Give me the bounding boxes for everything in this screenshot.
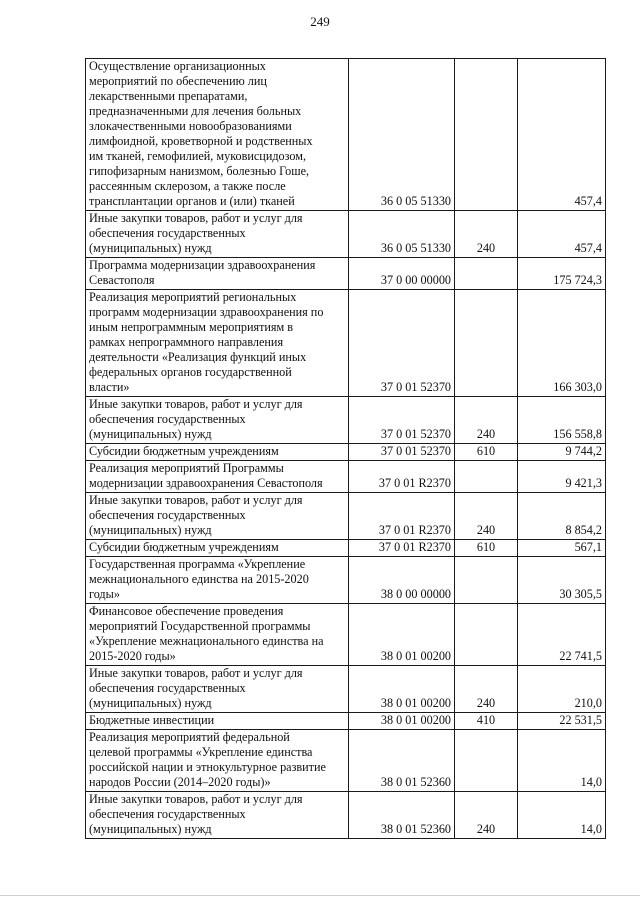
row-type: 410: [476, 713, 496, 727]
row-sum-cell: [518, 397, 606, 444]
row-code-cell: [349, 792, 455, 839]
row-type-cell: [455, 258, 518, 290]
row-code-cell: [349, 713, 455, 730]
row-sum-cell: [518, 713, 606, 730]
budget-table: [85, 58, 606, 839]
row-name-cell: [86, 730, 349, 792]
row-type-cell: [455, 557, 518, 604]
row-type: 240: [476, 523, 496, 537]
row-code: 36 0 05 51330: [380, 194, 451, 208]
table-row: [86, 397, 606, 444]
table-row: [86, 713, 606, 730]
row-code-cell: [349, 397, 455, 444]
row-type: 240: [476, 241, 496, 255]
row-name-cell: [86, 258, 349, 290]
row-code-cell: [349, 493, 455, 540]
row-name: Иные закупки товаров, работ и услуг для обеспечения государственных (муниципальных) нужд: [89, 397, 303, 441]
row-code: 37 0 01 52370: [380, 427, 451, 441]
row-sum-cell: [518, 540, 606, 557]
page-number: 249: [310, 14, 330, 29]
row-sum-cell: [518, 59, 606, 211]
row-type-cell: [455, 666, 518, 713]
row-name-cell: [86, 666, 349, 713]
row-sum-cell: [518, 493, 606, 540]
table-row: [86, 604, 606, 666]
row-name: Реализация мероприятий региональных программ модернизации здравоохранения по иным непрограммным мероприятиям в рамках непрограммного направления деятельности «Реализация функций иных федеральных органов государственной власти»: [89, 290, 324, 394]
row-sum: 567,1: [574, 540, 602, 554]
row-name-cell: [86, 211, 349, 258]
row-sum: 156 558,8: [553, 427, 602, 441]
table-row: [86, 444, 606, 461]
row-sum: 457,4: [574, 241, 602, 255]
row-sum: 9 421,3: [565, 476, 602, 490]
row-code: 38 0 01 00200: [380, 696, 451, 710]
row-type-cell: [455, 792, 518, 839]
budget-table-body: [86, 59, 606, 839]
row-code-cell: [349, 290, 455, 397]
row-type: 610: [476, 540, 496, 554]
row-name-cell: [86, 461, 349, 493]
row-code: 38 0 01 00200: [380, 713, 451, 727]
row-name: Субсидии бюджетным учреждениям: [89, 540, 279, 554]
table-row: [86, 461, 606, 493]
row-code: 38 0 01 00200: [380, 649, 451, 663]
row-name: Финансовое обеспечение проведения мероприятий Государственной программы «Укрепление межнационального единства на 2015-2020 годы»: [89, 604, 324, 663]
row-type-cell: [455, 540, 518, 557]
row-sum: 22 531,5: [559, 713, 602, 727]
row-type-cell: [455, 444, 518, 461]
row-code: 37 0 01 52370: [380, 444, 451, 458]
row-sum-cell: [518, 730, 606, 792]
row-name: Реализация мероприятий Программы модернизации здравоохранения Севастополя: [89, 461, 323, 490]
row-sum-cell: [518, 604, 606, 666]
row-code: 38 0 00 00000: [380, 587, 451, 601]
row-code: 37 0 01 R2370: [378, 540, 451, 554]
row-sum-cell: [518, 557, 606, 604]
row-name-cell: [86, 540, 349, 557]
row-type-cell: [455, 59, 518, 211]
row-name: Иные закупки товаров, работ и услуг для обеспечения государственных (муниципальных) нужд: [89, 666, 303, 710]
row-name: Осуществление организационных мероприятий по обеспечению лиц лекарственными препаратами, предназначенными для лечения больных злокачественными новообразованиями лимфоидной, кроветворной и родственных им тканей, гемофилией, муковисцидозом, гипофизарным нанизмом, болезнью Гоше, рассеянным склерозом, а также после трансплантации органов и (или) тканей: [89, 59, 313, 208]
row-code: 38 0 01 52360: [380, 822, 451, 836]
row-code-cell: [349, 540, 455, 557]
row-name: Реализация мероприятий федеральной целевой программы «Укрепление единства российской нации и этнокультурное развитие народов России (2014–2020 годы)»: [89, 730, 326, 789]
table-row: [86, 493, 606, 540]
table-row: [86, 540, 606, 557]
row-sum-cell: [518, 666, 606, 713]
row-name-cell: [86, 792, 349, 839]
row-type: 240: [476, 696, 496, 710]
table-row: [86, 258, 606, 290]
row-sum: 210,0: [574, 696, 602, 710]
row-type-cell: [455, 730, 518, 792]
row-code-cell: [349, 59, 455, 211]
row-type-cell: [455, 290, 518, 397]
row-name: Иные закупки товаров, работ и услуг для обеспечения государственных (муниципальных) нужд: [89, 792, 303, 836]
row-code-cell: [349, 461, 455, 493]
table-row: [86, 792, 606, 839]
row-code: 36 0 05 51330: [380, 241, 451, 255]
row-sum-cell: [518, 211, 606, 258]
row-code-cell: [349, 211, 455, 258]
row-code: 37 0 01 R2370: [378, 523, 451, 537]
table-row: [86, 666, 606, 713]
row-type: 240: [476, 427, 496, 441]
row-sum: 175 724,3: [553, 273, 602, 287]
row-name-cell: [86, 604, 349, 666]
row-code-cell: [349, 444, 455, 461]
row-type: 610: [476, 444, 496, 458]
table-row: [86, 211, 606, 258]
row-sum: 22 741,5: [559, 649, 602, 663]
row-name: Бюджетные инвестиции: [89, 713, 215, 727]
table-row: [86, 557, 606, 604]
row-name-cell: [86, 557, 349, 604]
row-type-cell: [455, 397, 518, 444]
row-name: Субсидии бюджетным учреждениям: [89, 444, 279, 458]
page-bottom-edge: [0, 895, 640, 896]
row-type: 240: [476, 822, 496, 836]
row-name: Иные закупки товаров, работ и услуг для обеспечения государственных (муниципальных) нужд: [89, 211, 303, 255]
row-sum-cell: [518, 461, 606, 493]
row-type-cell: [455, 461, 518, 493]
row-sum-cell: [518, 444, 606, 461]
row-name: Государственная программа «Укрепление межнационального единства на 2015-2020 годы»: [89, 557, 309, 601]
row-type-cell: [455, 713, 518, 730]
row-type-cell: [455, 493, 518, 540]
row-sum: 166 303,0: [553, 380, 602, 394]
row-name-cell: [86, 59, 349, 211]
row-sum-cell: [518, 258, 606, 290]
row-code: 37 0 01 R2370: [378, 476, 451, 490]
table-row: [86, 290, 606, 397]
row-type-cell: [455, 604, 518, 666]
table-row: [86, 730, 606, 792]
row-code-cell: [349, 604, 455, 666]
row-code: 37 0 01 52370: [380, 380, 451, 394]
row-name-cell: [86, 713, 349, 730]
row-code: 37 0 00 00000: [380, 273, 451, 287]
row-sum: 457,4: [574, 194, 602, 208]
row-name-cell: [86, 444, 349, 461]
row-name: Иные закупки товаров, работ и услуг для обеспечения государственных (муниципальных) нужд: [89, 493, 303, 537]
row-name-cell: [86, 290, 349, 397]
row-code-cell: [349, 557, 455, 604]
row-type-cell: [455, 211, 518, 258]
table-row: [86, 59, 606, 211]
row-name: Программа модернизации здравоохранения Севастополя: [89, 258, 316, 287]
row-code-cell: [349, 666, 455, 713]
row-sum: 14,0: [580, 822, 602, 836]
row-code-cell: [349, 258, 455, 290]
row-sum: 30 305,5: [559, 587, 602, 601]
row-code: 38 0 01 52360: [380, 775, 451, 789]
row-code-cell: [349, 730, 455, 792]
row-name-cell: [86, 493, 349, 540]
row-sum: 8 854,2: [565, 523, 602, 537]
row-name-cell: [86, 397, 349, 444]
row-sum: 9 744,2: [565, 444, 602, 458]
row-sum: 14,0: [580, 775, 602, 789]
row-sum-cell: [518, 290, 606, 397]
row-sum-cell: [518, 792, 606, 839]
